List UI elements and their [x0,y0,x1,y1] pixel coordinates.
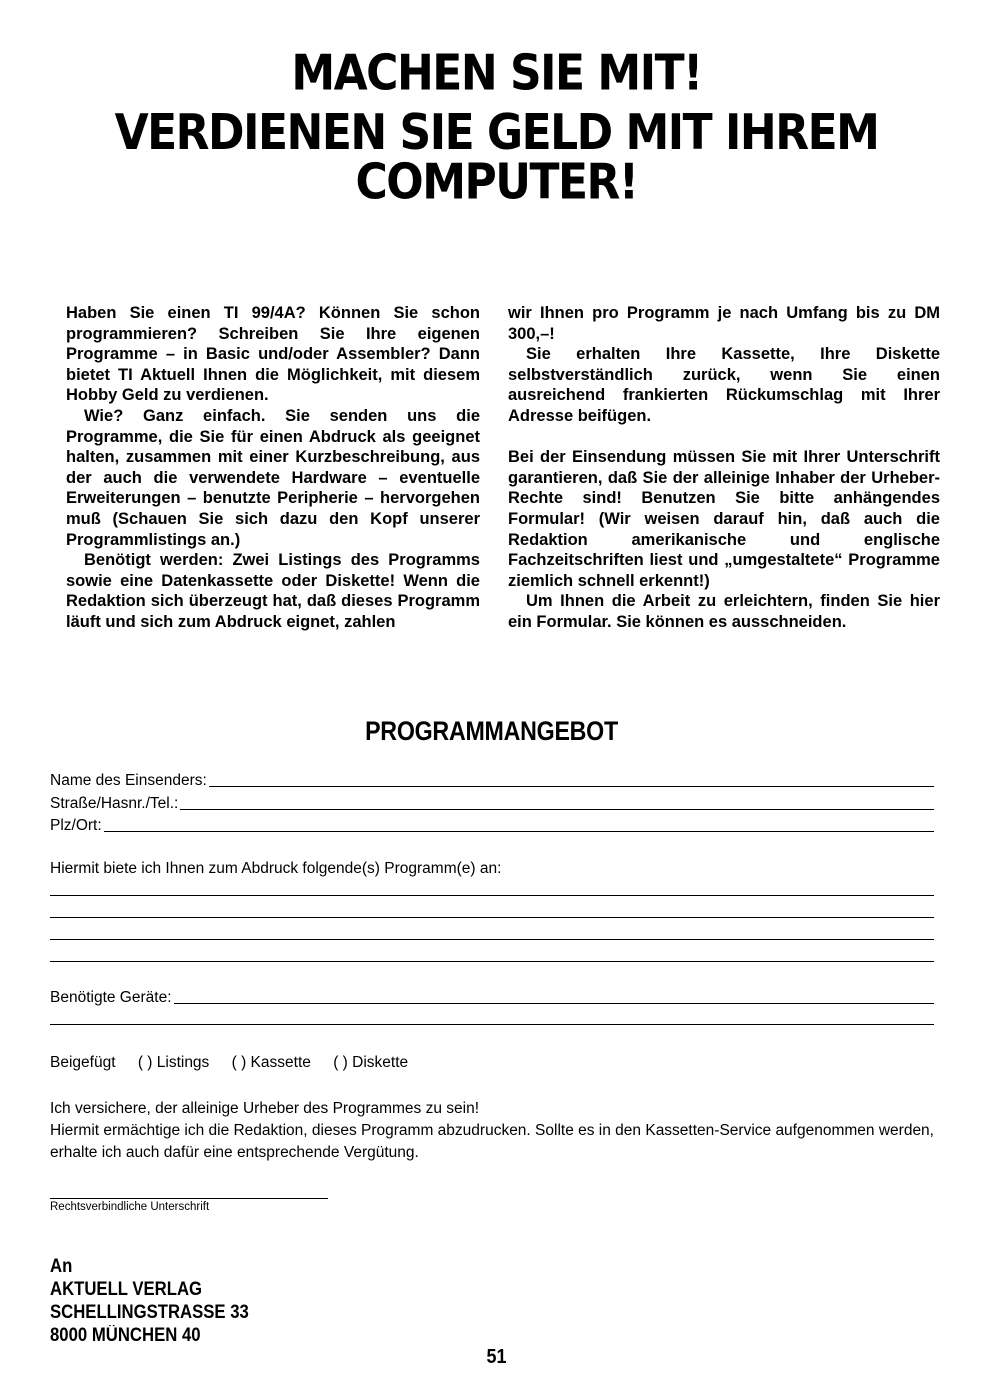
article-paragraph: Bei der Einsendung müssen Sie mit Ihrer Unterschrift garantieren, daß Sie der alleinige Inhaber der Urheber-Rechte sind! Benutzen Sie bitte anhängendes Formular! (Wir weisen darauf hin, daß auch die Redaktion amerikanische und englische Fachzeitschriften liest und „umgestaltete“ Programme ziemlich schnell erkennt!) [508,448,940,590]
page-number: 51 [486,1346,507,1368]
street-label: Straße/Hasnr./Tel.: [50,795,179,812]
name-label: Name des Einsenders: [50,772,207,789]
declaration [50,1098,934,1164]
article-left-column [66,303,480,633]
article-paragraph: Um Ihnen die Arbeit zu erleichtern, finden Sie hier ein Formular. Sie können es ausschneiden. [508,592,940,631]
devices-input-line[interactable] [174,1003,935,1004]
listings-checkbox[interactable]: ( ) Listings [137,1054,210,1071]
offer-label: Hiermit biete ich Ihnen zum Abdruck folgende(s) Programm(e) an: [50,860,502,877]
address-company: AKTUELL VERLAG [50,1279,203,1300]
devices-label: Benötigte Geräte: [50,989,172,1006]
address-to: An [50,1256,73,1277]
program-input-line[interactable] [50,939,934,940]
street-field[interactable] [50,791,934,813]
city-input-line[interactable] [104,831,934,832]
city-label: Plz/Ort: [50,817,102,834]
article-paragraph: Benötigt werden: Zwei Listings des Programms sowie eine Datenkassette oder Diskette! Wenn die Redaktion sich überzeugt hat, daß dieses Programm läuft und sich zum Abdruck eignet, zahlen [66,551,480,631]
name-input-line[interactable] [209,786,934,787]
city-field[interactable] [50,813,934,835]
article-paragraph: Wie? Ganz einfach. Sie senden uns die Programme, die Sie für einen Abdruck als geeignet halten, zusammen mit einer Kurzbeschreibung, aus der auch die verwendete Hardware – eventuelle Erweiterungen – benutzte Peripherie – hervorgehen muß (Schauen Sie sich dazu den Kopf unserer Programmlistings an.) [66,406,480,549]
signature-line[interactable] [50,1198,328,1199]
headline-line-2: VERDIENEN SIE GELD MIT IHREM COMPUTER! [114,104,879,211]
devices-field[interactable] [50,985,934,1007]
signature-label: Rechtsverbindliche Unterschrift [50,1201,210,1213]
program-input-line[interactable] [50,961,934,962]
address-street: SCHELLINGSTRASSE 33 [50,1302,249,1323]
article-paragraph: wir Ihnen pro Programm je nach Umfang bis zu DM 300,–! [508,304,940,343]
declaration-line-2: Hiermit ermächtige ich die Redaktion, dieses Programm abzudrucken. Sollte es in den Kassetten-Service aufgenommen werden, erhalte ich auch dafür eine entsprechende Vergütung. [50,1122,934,1161]
article-paragraph: Haben Sie einen TI 99/4A? Können Sie schon programmieren? Schreiben Sie Ihre eigenen Programme – in Basic und/oder Assembler? Dann bietet TI Aktuell Ihnen die Möglichkeit, mit diesem Hobby Geld zu verdienen. [66,304,480,405]
name-field[interactable] [50,768,934,790]
program-input-line[interactable] [50,917,934,918]
street-input-line[interactable] [180,809,934,810]
diskette-checkbox[interactable]: ( ) Diskette [333,1054,409,1071]
kassette-checkbox[interactable]: ( ) Kassette [231,1054,311,1071]
form-title: PROGRAMMANGEBOT [365,716,618,746]
headline-line-1: MACHEN SIE MIT! [291,44,702,102]
address-city: 8000 MÜNCHEN 40 [50,1325,201,1346]
article-right-column [508,303,940,633]
enclosed-row [50,1052,934,1074]
enclosed-label: Beigefügt [50,1054,116,1071]
devices-input-line[interactable] [50,1024,934,1025]
declaration-line-1: Ich versichere, der alleinige Urheber des Programmes zu sein! [50,1100,480,1117]
article-paragraph: Sie erhalten Ihre Kassette, Ihre Diskette selbstverständlich zurück, wenn Sie einen ausreichend frankierten Rückumschlag mit Ihrer Adresse beifügen. [508,345,940,425]
program-input-line[interactable] [50,895,934,896]
